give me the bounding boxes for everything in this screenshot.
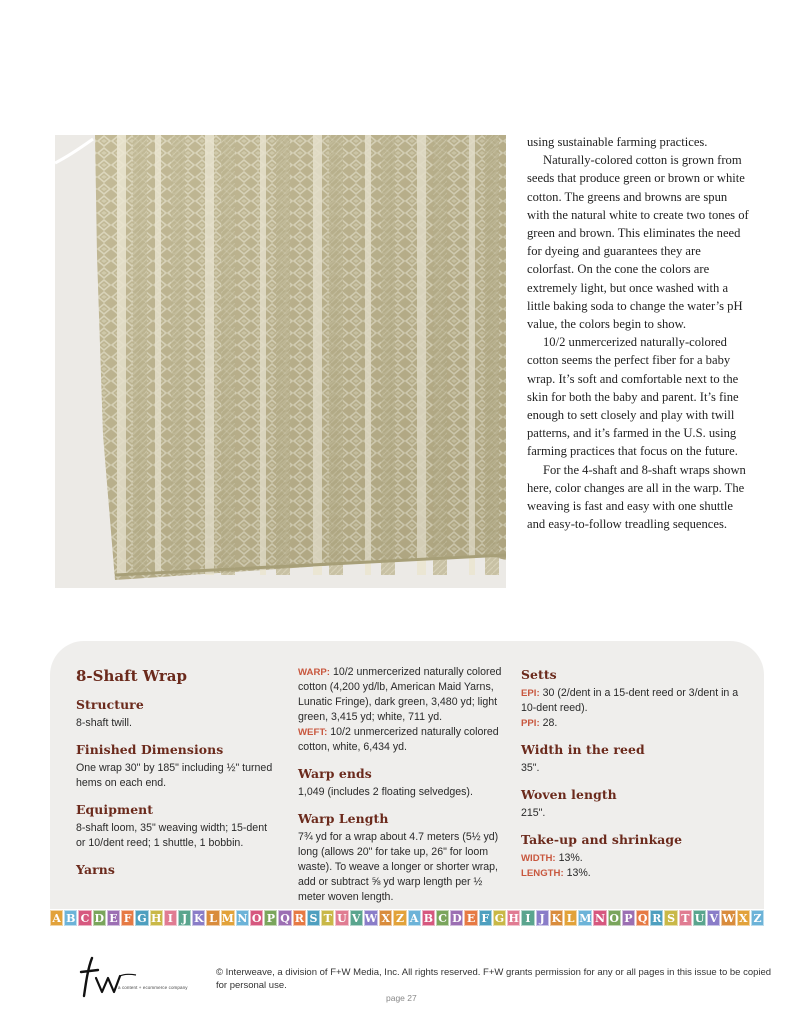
setts-heading: Setts	[521, 667, 557, 682]
takeup-heading: Take-up and shrinkage	[521, 832, 683, 847]
fw-logo	[78, 952, 198, 1002]
warp-yarn-text: 10/2 unmercerized naturally colored cotton (4,200 yd/lb, American Maid Yarns, Lunatic Fringe), dark green, 3,480 yd; light green, 3,415 yd; white, 711 yd.	[298, 666, 502, 723]
weft-yarn-text: 10/2 unmercerized naturally colored cotton, white, 6,434 yd.	[298, 726, 499, 753]
info-column-2	[298, 665, 512, 916]
alphabet-tile: S	[307, 910, 320, 926]
alphabet-tile: P	[622, 910, 635, 926]
alphabet-tile: E	[464, 910, 477, 926]
alphabet-tile: V	[350, 910, 363, 926]
info-column-1	[76, 667, 274, 881]
takeup-length-label: LENGTH:	[521, 868, 564, 879]
alphabet-tile: X	[379, 910, 392, 926]
woven-length-heading: Woven length	[521, 787, 617, 802]
alphabet-tile: I	[164, 910, 177, 926]
alphabet-tile: H	[150, 911, 162, 925]
epi-text: 30 (2/dent in a 15-dent reed or 3/dent in a 10-dent reed).	[521, 687, 739, 714]
project-title: 8-Shaft Wrap	[76, 667, 188, 685]
alphabet-tile: C	[78, 910, 91, 926]
alphabet-tile: U	[694, 911, 705, 925]
article-paragraph: Naturally-colored cotton is grown from seeds that produce green or brown or white cotton. The greens and browns are spun with the natural white to create two tones of green and brown. This eliminates the need for dyeing and guarantees they are colorfast. On the cone the colors are extremely light, but once washed with a little baking soda to change the water’s pH value, the colors begin to show.	[527, 153, 749, 332]
yarns-heading: Yarns	[76, 862, 115, 877]
warp-label: WARP:	[298, 667, 330, 678]
takeup-length-text: 13%.	[566, 867, 591, 879]
width-in-reed-text: 35".	[521, 762, 540, 774]
alphabet-tile: A	[408, 910, 421, 926]
width-in-reed-heading: Width in the reed	[521, 742, 645, 757]
alphabet-tile: W	[722, 911, 735, 925]
takeup-text	[521, 851, 749, 881]
project-info-panel	[50, 641, 764, 909]
takeup-width-text: 13%.	[558, 852, 583, 864]
alphabet-tile: K	[551, 911, 562, 925]
alphabet-tile: Q	[280, 911, 290, 925]
page-number: page 27	[386, 993, 417, 1003]
weft-label: WEFT:	[298, 727, 328, 738]
alphabet-tile: R	[650, 910, 663, 926]
alphabet-tile: L	[206, 910, 219, 926]
alphabet-tile: N	[237, 911, 248, 925]
alphabet-tile: Z	[393, 910, 406, 926]
epi-label: EPI:	[521, 688, 540, 699]
alphabet-tile: T	[679, 910, 692, 926]
alphabet-tile: K	[194, 911, 204, 925]
alphabet-tile: O	[609, 911, 620, 925]
fabric-shading	[95, 135, 506, 580]
alphabet-tile: P	[264, 910, 277, 926]
article-text	[527, 133, 749, 533]
finished-dimensions-text: One wrap 30" by 185" including ½" turned hems on each end.	[76, 762, 273, 789]
warp-length-heading: Warp Length	[298, 811, 389, 826]
alphabet-tile: H	[508, 911, 519, 925]
alphabet-tile: L	[564, 910, 577, 926]
alphabet-tile: J	[178, 910, 191, 926]
alphabet-tile: Q	[637, 911, 648, 925]
alphabet-tile: B	[423, 911, 434, 925]
alphabet-strip	[50, 910, 764, 926]
alphabet-tile: Z	[751, 910, 764, 926]
woven-wrap-photo	[55, 135, 506, 588]
alphabet-tile: U	[337, 911, 347, 925]
takeup-width-label: WIDTH:	[521, 853, 556, 864]
alphabet-tile: J	[536, 910, 549, 926]
ppi-text: 28.	[542, 717, 558, 729]
equipment-text: 8-shaft loom, 35" weaving width; 15-dent or 10/dent reed; 1 shuttle, 1 bobbin.	[76, 822, 268, 849]
ppi-label: PPI:	[521, 718, 540, 729]
warp-ends-text: 1,049 (includes 2 floating selvedges).	[298, 786, 473, 798]
yarns-text	[298, 665, 512, 755]
article-paragraph: For the 4-shaft and 8-shaft wraps shown here, color changes are all in the warp. The weaving is fast and easy with one shuttle and easy-to-follow treadling sequences.	[527, 462, 746, 532]
equipment-heading: Equipment	[76, 802, 154, 817]
alphabet-tile: B	[66, 911, 76, 925]
alphabet-tile: X	[737, 910, 750, 926]
article-paragraph: 10/2 unmercerized naturally-colored cotton seems the perfect fiber for a baby wrap. It’s soft and comfortable next to the skin for both the baby and parent. It’s fine enough to sett closely and play with twill patterns, and it’s farmed in the U.S. using farming practices that focus on the future.	[527, 335, 739, 459]
logo-tagline: a content + ecommerce company	[118, 985, 188, 990]
alphabet-tile: E	[107, 910, 120, 926]
alphabet-tile: D	[452, 911, 462, 925]
setts-text	[521, 686, 749, 731]
woven-fabric-image	[55, 135, 506, 588]
structure-text: 8-shaft twill.	[76, 717, 132, 729]
alphabet-tile: N	[594, 911, 606, 925]
alphabet-tile: M	[221, 911, 234, 925]
alphabet-tile: W	[364, 911, 378, 925]
alphabet-tile: G	[494, 911, 505, 925]
alphabet-tile: T	[321, 910, 334, 926]
warp-ends-heading: Warp ends	[298, 766, 372, 781]
info-column-3	[521, 667, 749, 892]
alphabet-tile: S	[664, 910, 677, 926]
article-paragraph: using sustainable farming practices.	[527, 135, 708, 149]
finished-dimensions-heading: Finished Dimensions	[76, 742, 224, 757]
alphabet-tile: A	[50, 910, 63, 926]
structure-heading: Structure	[76, 697, 144, 712]
woven-length-text: 215".	[521, 807, 546, 819]
alphabet-tile: M	[579, 911, 592, 925]
alphabet-tile: D	[94, 911, 105, 925]
alphabet-tile: F	[479, 910, 492, 926]
alphabet-tile: I	[521, 910, 534, 926]
alphabet-tile: R	[293, 910, 306, 926]
alphabet-tile: F	[121, 910, 134, 926]
alphabet-tile: C	[436, 910, 449, 926]
copyright-notice: © Interweave, a division of F+W Media, Inc. All rights reserved. F+W grants permission for any or all pages in this issue to be copied for personal use.	[216, 967, 772, 991]
alphabet-tile: G	[137, 911, 147, 925]
alphabet-tile: O	[251, 911, 262, 925]
warp-length-text: 7¾ yd for a wrap about 4.7 meters (5½ yd) long (allows 20" for take up, 26" for loom waste). To weave a longer or shorter wrap, add or subtract ⅝ yd warp length per ½ meter woven length.	[298, 831, 499, 903]
alphabet-tile: V	[707, 910, 720, 926]
